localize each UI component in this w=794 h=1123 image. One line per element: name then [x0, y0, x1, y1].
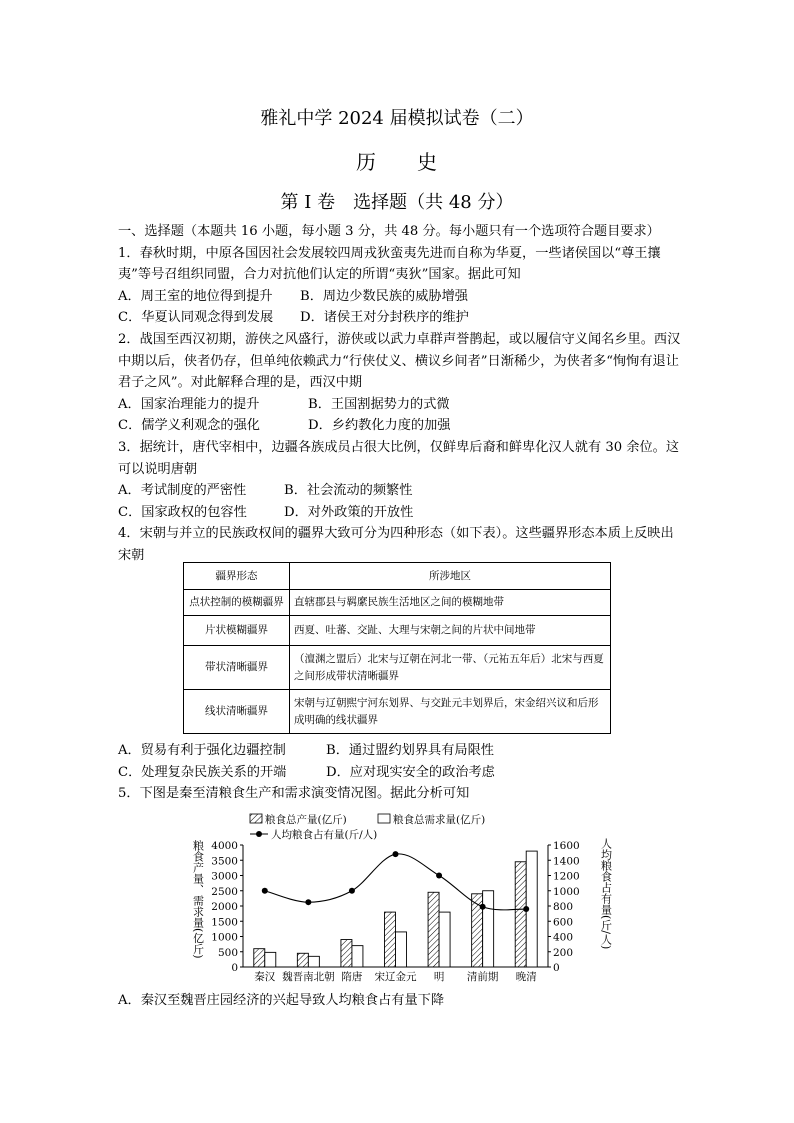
question-body	[118, 221, 684, 567]
y-tick-label: 2000	[211, 901, 238, 913]
option-3b[interactable]: B．社会流动的频繁性	[284, 483, 413, 499]
table-header-cell: 疆界形态	[184, 563, 290, 590]
question-2-options-2	[118, 415, 684, 437]
per-capita-point	[349, 888, 355, 894]
legend-swatch-per-capita-dot	[256, 831, 262, 837]
bar	[265, 952, 276, 967]
table-row	[184, 590, 611, 616]
legend-swatch-production	[250, 814, 262, 823]
x-tick-label: 隋唐	[341, 971, 363, 982]
y-axis-label: 粮食产量、需求量(亿斤)	[191, 840, 205, 959]
y-tick-label: 1000	[211, 931, 238, 944]
question-3-options-2	[118, 502, 684, 524]
table-cell: 带状清晰疆界	[184, 646, 290, 690]
question-2-options	[118, 394, 684, 416]
bar	[515, 862, 526, 967]
table-cell: 宋朝与辽朝熙宁河东划界、与交趾元丰划界后，宋金绍兴议和后形成明确的线状疆界	[290, 690, 611, 734]
table-cell: 直辖郡县与羁縻民族生活地区之间的模糊地带	[290, 590, 611, 616]
bar	[396, 932, 407, 967]
y2-tick-label: 200	[553, 946, 574, 959]
question-2-stem: 2．战国至西汉初期，游侠之风盛行，游侠或以武力卓群声誉鹊起，或以履信守义闻名乡里。西汉中期以后，侠者仍存，但单纯依赖武力“行侠仗义、横议乡间者”日渐稀少，为侠者多“恂恂有退让君子之风”。对此解释合理的是，西汉中期	[118, 331, 681, 391]
x-tick-label: 魏晋南北朝	[282, 971, 335, 982]
option-3d[interactable]: D．对外政策的开放性	[284, 504, 414, 520]
y-tick-label: 0	[231, 962, 238, 974]
y2-tick-label: 800	[553, 901, 574, 913]
x-tick-label: 秦汉	[254, 971, 276, 982]
y-tick-label: 1500	[211, 916, 238, 929]
option-3c[interactable]: C．国家政权的包容性	[118, 504, 247, 520]
bar	[483, 891, 494, 967]
question-4-stem: 4．宋朝与并立的民族政权间的疆界大致可分为四种形态（如下表）。这些疆界形态本质上反映出宋朝	[118, 526, 674, 563]
option-4b[interactable]: B．通过盟约划界具有局限性	[326, 743, 494, 758]
y-tick-label: 2500	[211, 885, 238, 898]
y2-tick-label: 400	[553, 931, 574, 944]
question-5-option-a[interactable]: A．秦汉至魏晋庄园经济的兴起导致人均粮食占有量下降	[118, 993, 445, 1008]
y-tick-label: 3500	[211, 855, 238, 868]
chart-legend	[250, 813, 485, 841]
subject-left: 历	[356, 150, 377, 174]
table-row	[184, 616, 611, 646]
per-capita-point	[436, 873, 442, 879]
table-cell: （澶渊之盟后）北宋与辽朝在河北一带、（元祐五年后）北宋与西夏之间形成带状清晰疆界	[290, 646, 611, 690]
legend-label-demand: 粮食总需求量(亿斤)	[393, 814, 486, 826]
question-1-options	[118, 286, 684, 308]
table-row	[184, 646, 611, 690]
y2-tick-label: 1200	[553, 870, 580, 883]
bar	[308, 956, 319, 967]
option-2a[interactable]: A．国家治理能力的提升	[118, 396, 260, 412]
x-tick-label: 宋辽金元	[374, 971, 417, 982]
instructions: 一、选择题（本题共 16 小题，每小题 3 分，共 48 分。每小题只有一个选项符合题目要求）	[118, 224, 660, 239]
question-4-options-2	[118, 762, 684, 784]
y2-axis-label: 人均粮食占有量(斤/人)	[599, 838, 613, 950]
bar	[297, 953, 308, 967]
bar	[385, 912, 396, 967]
question-5-stem: 5．下图是秦至清粮食生产和需求演变情况图。据此分析可知	[118, 786, 470, 802]
legend-swatch-demand	[378, 814, 390, 823]
option-1b[interactable]: B．周边少数民族的威胁增强	[300, 288, 468, 304]
option-1d[interactable]: D．诸侯王对分封秩序的维护	[300, 310, 469, 326]
grain-chart	[188, 810, 618, 982]
table-cell: 线状清晰疆界	[184, 690, 290, 734]
y2-tick-label: 1000	[553, 885, 580, 898]
table-header-cell: 所涉地区	[290, 563, 611, 590]
per-capita-point	[523, 906, 529, 912]
bar	[439, 912, 450, 967]
legend-label-production: 粮食总产量(亿斤)	[265, 814, 347, 826]
option-2c[interactable]: C．儒学义利观念的强化	[118, 418, 260, 434]
x-tick-label: 晚清	[515, 971, 537, 982]
bar	[352, 946, 363, 967]
per-capita-point	[480, 904, 486, 910]
y2-tick-label: 600	[553, 916, 574, 929]
x-tick-label: 明	[433, 971, 445, 982]
question-1-stem: 1．春秋时期，中原各国因社会发展较四周戎狄蛮夷先进而自称为华夏，一些诸侯国以“尊王攘夷”等号召组织同盟，合力对抗他们认定的所谓“夷狄”国家。据此可知	[118, 245, 661, 283]
question-1-options-2	[118, 307, 684, 329]
question-4-options	[118, 740, 684, 762]
table-header-row	[184, 563, 611, 590]
option-2d[interactable]: D．乡约教化力度的加强	[308, 418, 451, 434]
y2-tick-label: 0	[553, 962, 560, 974]
bar	[428, 892, 439, 967]
border-table	[183, 562, 611, 734]
y-tick-label: 3000	[211, 870, 238, 883]
option-1c[interactable]: C．华夏认同观念得到发展	[118, 310, 274, 326]
bar	[341, 940, 352, 967]
table-cell: 片状模糊疆界	[184, 616, 290, 646]
option-3a[interactable]: A．考试制度的严密性	[118, 483, 247, 499]
per-capita-point	[262, 888, 268, 894]
question-3-options	[118, 480, 684, 502]
y2-tick-label: 1400	[553, 855, 580, 868]
option-2b[interactable]: B．王国割据势力的式微	[308, 396, 450, 412]
option-4c[interactable]: C．处理复杂民族关系的开端	[118, 764, 287, 780]
option-4d[interactable]: D．应对现实安全的政治考虑	[326, 764, 495, 780]
option-1a[interactable]: A．周王室的地位得到提升	[118, 288, 273, 304]
table-cell: 西夏、吐蕃、交趾、大理与宋朝之间的片状中间地带	[290, 616, 611, 646]
x-tick-label: 清前期	[466, 971, 499, 982]
y2-tick-label: 1600	[553, 840, 580, 852]
y-tick-label: 500	[217, 946, 238, 959]
legend-label-per-capita: 人均粮食占有量(斤/人)	[271, 829, 378, 841]
option-4a[interactable]: A．贸易有利于强化边疆控制	[118, 743, 286, 758]
per-capita-point	[305, 899, 311, 905]
after-table-body	[118, 740, 684, 805]
table-cell: 点状控制的模糊疆界	[184, 590, 290, 616]
per-capita-point	[393, 851, 399, 857]
subject-right: 史	[417, 150, 438, 174]
subject-title	[0, 146, 794, 175]
exam-title: 雅礼中学 2024 届模拟试卷（二）	[260, 108, 534, 129]
question-3-stem: 3．据统计，唐代宰相中，边疆各族成员占很大比例，仅鲜卑后裔和鲜卑化汉人就有 30 余位。这可以说明唐朝	[118, 439, 680, 477]
section-title: 第 I 卷 选择题（共 48 分）	[280, 192, 514, 213]
y-tick-label: 4000	[211, 840, 238, 852]
table-row	[184, 690, 611, 734]
bar	[254, 949, 265, 967]
